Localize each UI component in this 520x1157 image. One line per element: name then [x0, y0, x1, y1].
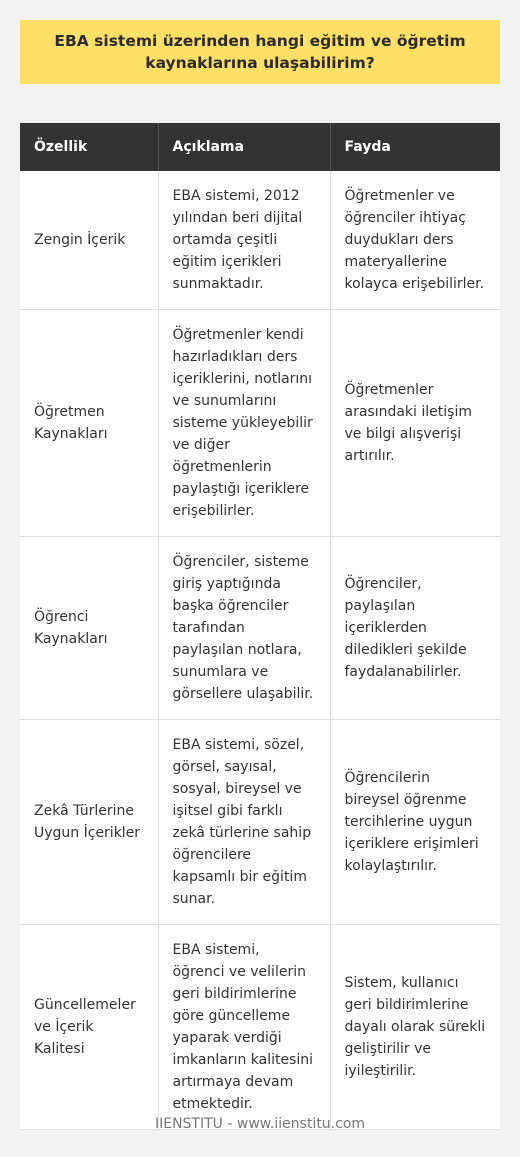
title-banner: [20, 20, 500, 84]
column-header-benefit: Fayda: [330, 123, 500, 171]
column-header-description: Açıklama: [158, 123, 330, 171]
benefit-cell: Sistem, kullanıcı geri bildirimlerine dayalı olarak sürekli geliştirilir ve iyileştirilir.: [330, 925, 500, 1130]
feature-cell: Güncellemeler ve İçerik Kalitesi: [20, 925, 158, 1130]
column-header-feature: Özellik: [20, 123, 158, 171]
footer-credit: IIENSTITU - www.iienstitu.com: [154, 1116, 366, 1132]
benefit-cell: Öğretmenler arasındaki iletişim ve bilgi alışverişi artırılır.: [330, 310, 500, 537]
description-cell: EBA sistemi, öğrenci ve velilerin geri bildirimlerine göre güncelleme yaparak verdiği imkanların kalitesini artırmaya devam etmektedir.: [158, 925, 330, 1130]
description-cell: Öğretmenler kendi hazırladıkları ders içeriklerini, notlarını ve sunumlarını sisteme yükleyebilir ve diğer öğretmenlerin paylaştığı içeriklere erişebilirler.: [158, 310, 330, 537]
table-header-row: [20, 123, 500, 171]
table-row: [20, 310, 500, 537]
page-title: EBA sistemi üzerinden hangi eğitim ve öğretim kaynaklarına ulaşabilirim?: [54, 32, 466, 72]
benefit-cell: Öğrencilerin bireysel öğrenme tercihlerine uygun içeriklere erişimleri kolaylaştırılır.: [330, 720, 500, 925]
feature-cell: Öğretmen Kaynakları: [20, 310, 158, 537]
description-cell: EBA sistemi, 2012 yılından beri dijital ortamda çeşitli eğitim içerikleri sunmaktadır.: [158, 171, 330, 310]
table-row: [20, 537, 500, 720]
feature-table: [20, 123, 500, 1130]
description-cell: Öğrenciler, sisteme giriş yaptığında başka öğrenciler tarafından paylaşılan notlara, sunumlara ve görsellere ulaşabilir.: [158, 537, 330, 720]
benefit-cell: Öğrenciler, paylaşılan içeriklerden diledikleri şekilde faydalanabilirler.: [330, 537, 500, 720]
feature-cell: Öğrenci Kaynakları: [20, 537, 158, 720]
feature-cell: Zekâ Türlerine Uygun İçerikler: [20, 720, 158, 925]
feature-cell: Zengin İçerik: [20, 171, 158, 310]
description-cell: EBA sistemi, sözel, görsel, sayısal, sosyal, bireysel ve işitsel gibi farklı zekâ türlerine sahip öğrencilere kapsamlı bir eğitim sunar.: [158, 720, 330, 925]
table-row: [20, 171, 500, 310]
table-row: [20, 925, 500, 1130]
benefit-cell: Öğretmenler ve öğrenciler ihtiyaç duydukları ders materyallerine kolayca erişebilirler.: [330, 171, 500, 310]
table-row: [20, 720, 500, 925]
